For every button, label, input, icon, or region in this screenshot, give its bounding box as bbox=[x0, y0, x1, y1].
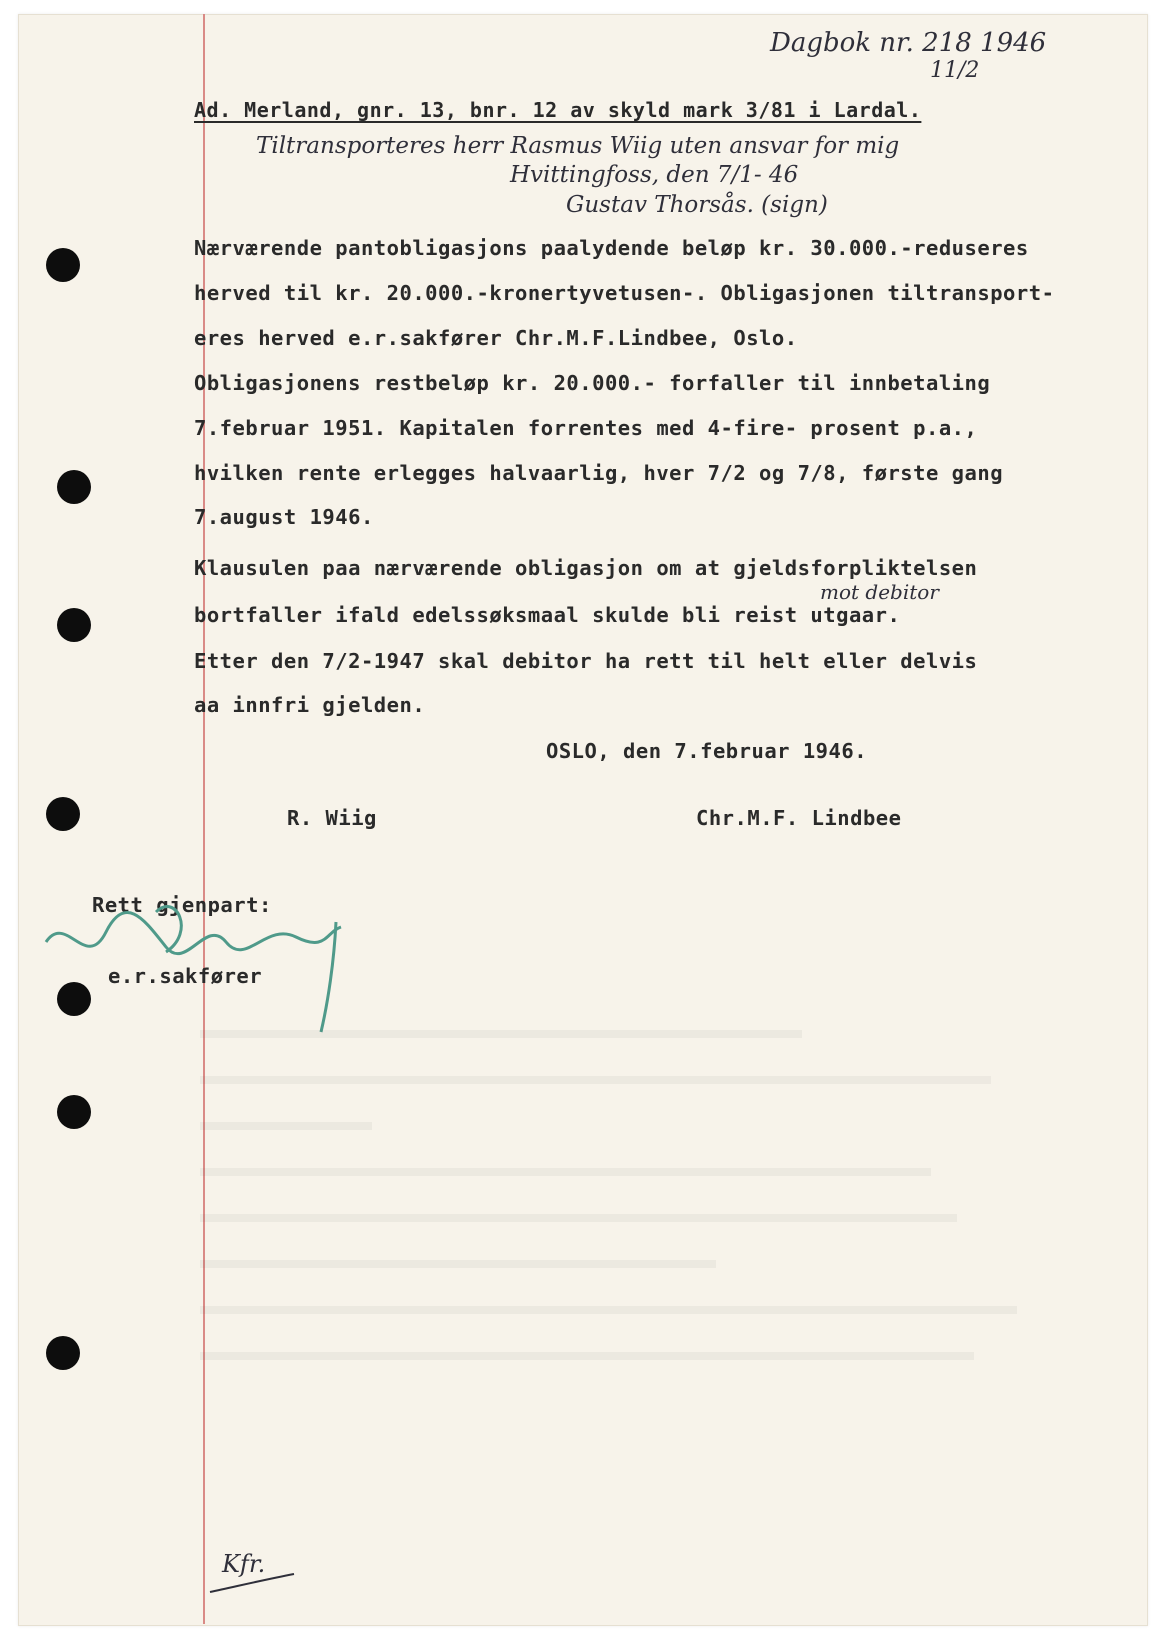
body-line: Nærværende pantobligasjons paalydende beløp kr. 30.000.-reduseres bbox=[194, 236, 1029, 260]
property-title: Ad. Merland, gnr. 13, bnr. 12 av skyld mark 3/81 i Lardal. bbox=[194, 98, 922, 122]
body-line: bortfaller ifald edelssøksmaal skulde bli reist utgaar. bbox=[194, 603, 901, 627]
signatory-left: R. Wiig bbox=[287, 806, 377, 830]
handwritten-insertion: mot debitor bbox=[820, 580, 939, 604]
transfer-note-signature: Gustav Thorsås. (sign) bbox=[566, 192, 828, 218]
transfer-note-line-1: Tiltransporteres herr Rasmus Wiig uten ansvar for mig bbox=[256, 133, 900, 159]
place-date: OSLO, den 7.februar 1946. bbox=[546, 739, 868, 763]
body-line-text: eres herved e.r.sakfører Chr.M.F.Lindbee, Oslo. bbox=[194, 326, 798, 350]
dagbok-number: Dagbok nr. 218 1946 bbox=[770, 28, 1047, 58]
footer-initials: Kfr. bbox=[222, 1550, 266, 1578]
body-line bbox=[194, 326, 798, 350]
copy-title: e.r.sakfører bbox=[108, 964, 263, 988]
initials-underline bbox=[208, 1566, 298, 1596]
binder-hole bbox=[46, 797, 80, 831]
registration-date: 11/2 bbox=[930, 58, 980, 83]
body-line: 7.februar 1951. Kapitalen forrentes med 4-fire- prosent p.a., bbox=[194, 416, 978, 440]
bleed-through-text bbox=[200, 1030, 1060, 1410]
binder-hole bbox=[46, 1336, 80, 1370]
binder-hole bbox=[46, 248, 80, 282]
body-line: aa innfri gjelden. bbox=[194, 693, 426, 717]
binder-hole bbox=[57, 470, 91, 504]
binder-hole bbox=[57, 1095, 91, 1129]
transfer-note-line-2: Hvittingfoss, den 7/1- 46 bbox=[510, 162, 799, 188]
body-line: 7.august 1946. bbox=[194, 505, 374, 529]
body-line: Obligasjonens restbeløp kr. 20.000.- forfaller til innbetaling bbox=[194, 371, 991, 395]
copy-label: Rett gjenpart: bbox=[92, 893, 272, 917]
body-line: hvilken rente erlegges halvaarlig, hver 7/2 og 7/8, første gang bbox=[194, 461, 1004, 485]
body-line: Etter den 7/2-1947 skal debitor ha rett til helt eller delvis bbox=[194, 649, 978, 673]
signatory-right: Chr.M.F. Lindbee bbox=[696, 806, 902, 830]
binder-hole bbox=[57, 608, 91, 642]
body-line: herved til kr. 20.000.-kronertyvetusen-. Obligasjonen tiltransport- bbox=[194, 281, 1055, 305]
body-line: Klausulen paa nærværende obligasjon om at gjeldsforpliktelsen bbox=[194, 556, 978, 580]
